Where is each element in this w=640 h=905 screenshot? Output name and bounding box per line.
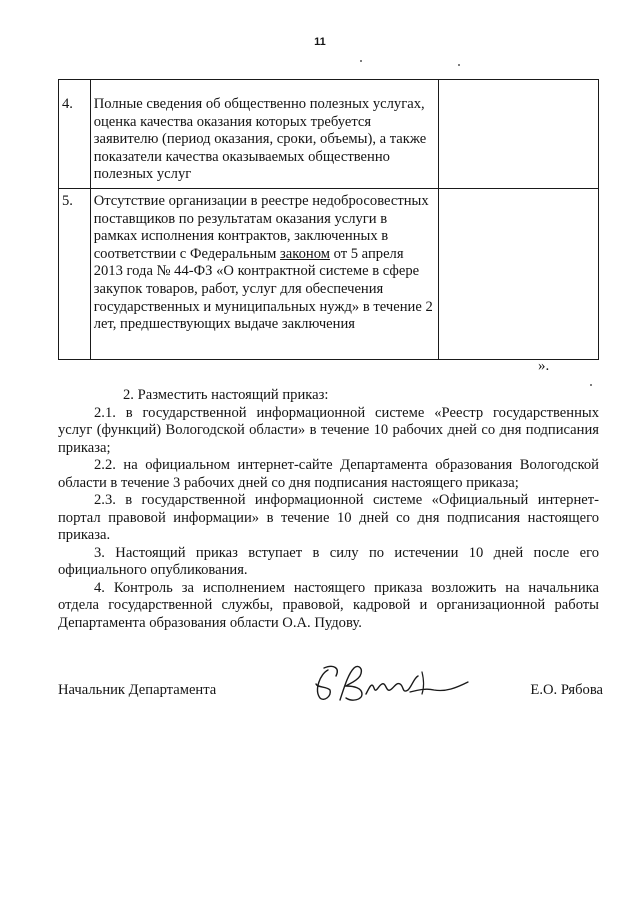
scan-speck	[458, 64, 460, 66]
order-body	[58, 387, 599, 632]
law-link[interactable]: законом	[280, 245, 330, 262]
criteria-table	[58, 79, 599, 360]
paragraph-2-1: 2.1. в государственной информационной системе «Реестр государственных услуг (функций) Вологодской области» в течение 10 рабочих дней со дня подписания приказа;	[58, 404, 599, 456]
row-text	[90, 188, 438, 359]
row-text-part: от 5 апреля 2013 года № 44-ФЗ «О контрактной системе в сфере закупок товаров, работ, услуг для обеспечения государственных и муниципальных нужд» в течение 2 лет, предшествующих выдаче заключения	[93, 245, 433, 333]
row-number: 5.	[59, 188, 91, 359]
paragraph-2-3: 2.3. в государственной информационной системе «Официальный интернет-портал правовой информации» в течение 10 дней со дня подписания настоящего приказа.	[58, 492, 599, 543]
scan-speck	[360, 60, 362, 62]
scan-speck	[590, 384, 592, 386]
signatory-name: Е.О. Рябова	[530, 682, 603, 698]
signature-block	[58, 660, 603, 720]
table-row	[59, 80, 599, 189]
row-number: 4.	[59, 80, 91, 189]
paragraph-3: 3. Настоящий приказ вступает в силу по истечении 10 дней после его официального опубликования.	[58, 544, 599, 578]
paragraph-2: 2. Разместить настоящий приказ:	[123, 387, 329, 403]
empty-cell	[438, 80, 598, 189]
empty-cell	[438, 188, 598, 359]
paragraph-4: 4. Контроль за исполнением настоящего приказа возложить на начальника отдела государственной службы, правовой, кадровой и организационной работы Департамента образования области О.А. Пудову.	[58, 579, 599, 631]
table-row	[59, 188, 599, 359]
paragraph-2-2: 2.2. на официальном интернет-сайте Департамента образования Вологодской области в течение 3 рабочих дней со дня подписания настоящего приказа;	[58, 457, 599, 491]
row-text-part: Отсутствие организации в реестре недобросовестных поставщиков по результатам оказания услуги в рамках исполнения контрактов, заключенных в соответствии с Федеральным	[93, 192, 429, 262]
row-text: Полные сведения об общественно полезных услугах, оценка качества оказания которых требуется заявителю (период оказания, сроки, объемы), а также показатели качества оказываемых общественно полезных услуг	[90, 80, 438, 189]
handwritten-signature	[306, 660, 476, 710]
signatory-title: Начальник Департамента	[58, 682, 217, 698]
page-number: 11	[314, 36, 326, 48]
closing-quote: ».	[538, 358, 550, 374]
